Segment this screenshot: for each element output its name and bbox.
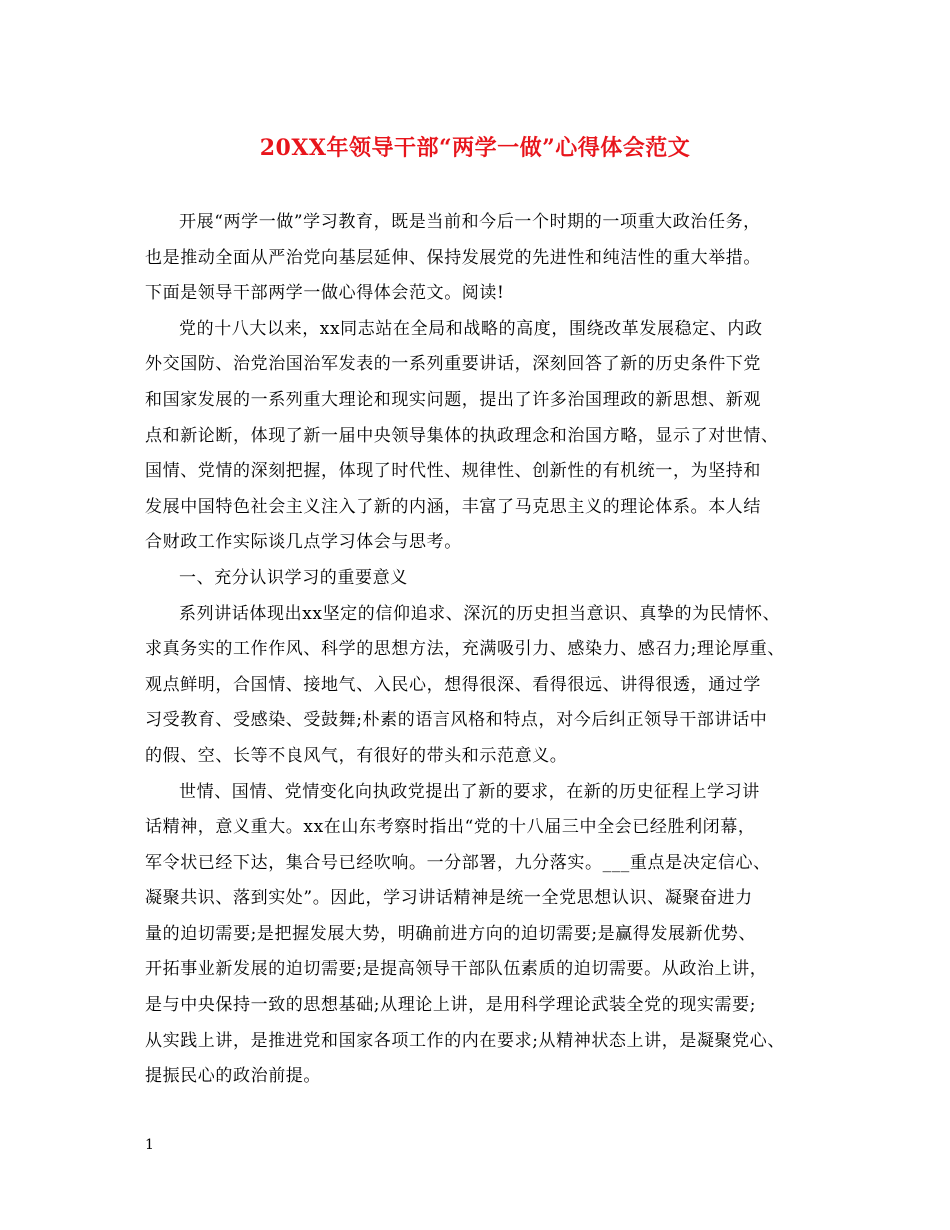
body-line: 提振民心的政治前提。 [145, 1066, 321, 1087]
body-line: 话精神，意义重大。xx在山东考察时指出“党的十八届三中全会已经胜利闭幕， [145, 817, 756, 838]
document-body [145, 205, 815, 1095]
body-line: 系列讲话体现出xx坚定的信仰追求、深沉的历史担当意识、真挚的为民情怀、 [179, 603, 781, 624]
body-line: 凝聚共识、落到实处”。因此，学习讲话精神是统一全党思想认识、凝聚奋进力 [145, 888, 753, 909]
body-line: 观点鲜明，合国情、接地气、入民心，想得很深、看得很远、讲得很透，通过学 [145, 674, 761, 695]
body-line: 量的迫切需要;是把握发展大势，明确前进方向的迫切需要;是赢得发展新优势、 [145, 923, 757, 944]
body-line: 是与中央保持一致的思想基础;从理论上讲，是用科学理论武装全党的现实需要; [145, 995, 757, 1016]
body-line: 也是推动全面从严治党向基层延伸、保持发展党的先进性和纯洁性的重大举措。 [145, 247, 761, 268]
body-line: 党的十八大以来，xx同志站在全局和战略的高度，围绕改革发展稳定、内政 [179, 318, 763, 339]
body-line: 习受教育、受感染、受鼓舞;朴素的语言风格和特点，对今后纠正领导干部讲话中 [145, 710, 768, 731]
body-line: 下面是领导干部两学一做心得体会范文。阅读! [145, 283, 505, 304]
body-line: 开拓事业新发展的迫切需要;是提高领导干部队伍素质的迫切需要。从政治上讲， [145, 959, 768, 980]
body-line: 开展“两学一做”学习教育，既是当前和今后一个时期的一项重大政治任务， [179, 212, 761, 232]
body-line: 发展中国特色社会主义注入了新的内涵，丰富了马克思主义的理论体系。本人结 [145, 496, 761, 517]
body-line: 合财政工作实际谈几点学习体会与思考。 [145, 532, 462, 553]
body-line: 国情、党情的深刻把握，体现了时代性、规律性、创新性的有机统一，为坚持和 [145, 461, 761, 482]
body-line: 求真务实的工作作风、科学的思想方法，充满吸引力、感染力、感召力;理论厚重、 [145, 639, 785, 660]
body-line: 点和新论断，体现了新一届中央领导集体的执政理念和治国方略，显示了对世情、 [145, 425, 779, 446]
body-line: 的假、空、长等不良风气，有很好的带头和示范意义。 [145, 745, 568, 766]
section-heading: 一、充分认识学习的重要意义 [179, 567, 408, 588]
body-line: 从实践上讲，是推进党和国家各项工作的内在要求;从精神状态上讲，是凝聚党心、 [145, 1030, 785, 1051]
document-title: 20XX年领导干部“两学一做”心得体会范文 [259, 135, 691, 161]
body-line: 和国家发展的一系列重大理论和现实问题，提出了许多治国理政的新思想、新观 [145, 389, 761, 410]
body-line: 世情、国情、党情变化向执政党提出了新的要求，在新的历史征程上学习讲 [179, 781, 760, 802]
body-line: 军令状已经下达，集合号已经吹响。一分部署，九分落实。___重点是决定信心、 [145, 852, 771, 873]
body-line: 外交国防、治党治国治军发表的一系列重要讲话，深刻回答了新的历史条件下党 [145, 354, 761, 375]
page-number: 1 [145, 1137, 154, 1153]
